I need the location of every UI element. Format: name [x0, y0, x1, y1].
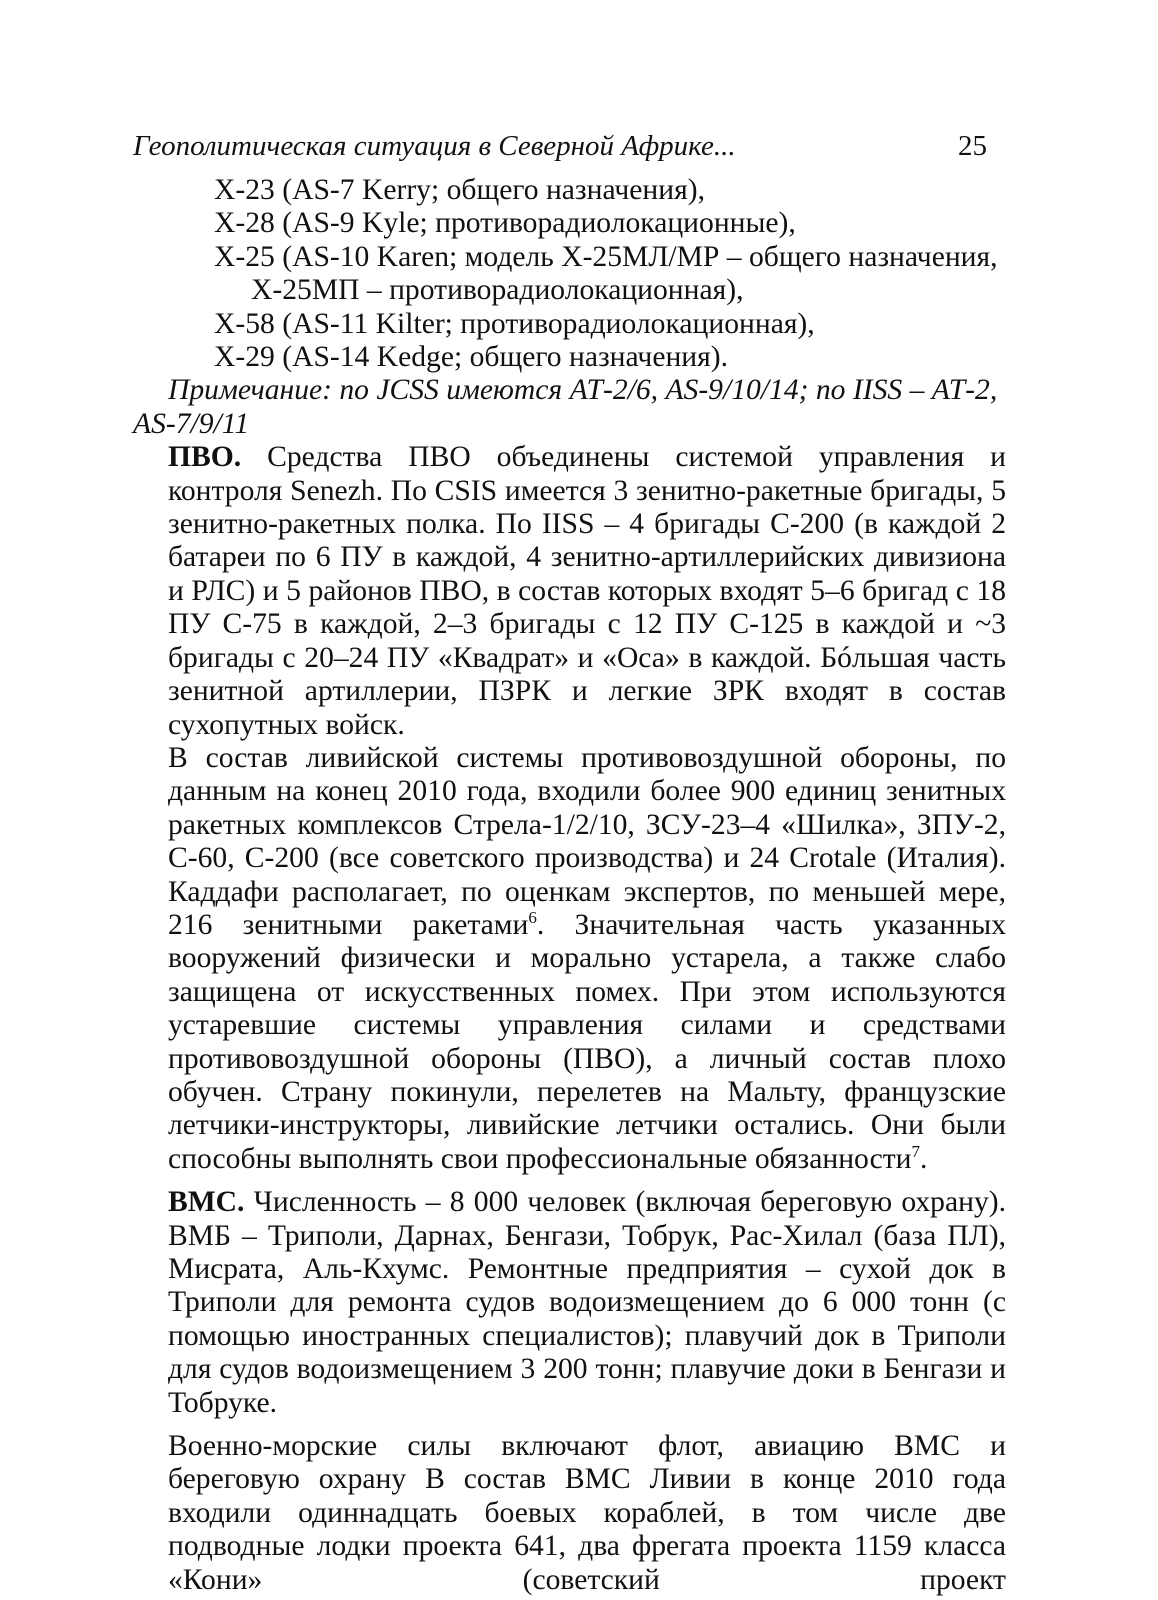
paragraph-vms	[168, 1186, 1006, 1420]
note-line: AS-7/9/11	[133, 407, 250, 440]
note	[133, 374, 1006, 441]
paragraph-pvo	[168, 441, 1006, 742]
running-title: Геополитическая ситуация в Северной Африке...	[133, 130, 736, 162]
footnote-marker: 6	[528, 908, 537, 928]
body-text	[133, 174, 1006, 1597]
note-line: Примечание: по JCSS имеются АТ-2/6, AS-9/10/14; по IISS – АТ-2,	[168, 374, 998, 407]
footnote-marker: 7	[911, 1141, 920, 1161]
paragraph-navy	[168, 1430, 1006, 1597]
paragraph-text: Численность – 8 000 человек (включая береговую охрану). ВМБ – Триполи, Дарнах, Бенгази, Тобрук, Рас-Хилал (база ПЛ), Мисрата, Аль-Кхумс. Ремонтные предприятия – сухой док в Триполи для ремонта судов водоизмещением до 6 000 тонн (с помощью иностранных специалистов); плавучий док в Триполи для судов водоизмещением 3 200 тонн; плавучие доки в Бенгази и Тобруке.	[168, 1186, 1006, 1419]
paragraph-text: В состав ливийской системы противовоздушной обороны, по данным на конец 2010 года, входили более 900 единиц зенитных ракетных комплексов Стрела-1/2/10, ЗСУ-23–4 «Шилка», ЗПУ-2, С-60, С-200 (все советского производства) и 24 Crotale (Италия). Каддафи располагает, по оценкам экспертов, по меньшей мере, 216 зенитными ракетами	[168, 741, 1006, 941]
list-item: Х-29 (AS-14 Kedge; общего назначения).	[214, 341, 728, 374]
paragraph-text: Военно-морские силы включают флот, авиацию ВМС и береговую охрану В состав ВМС Ливии в конце 2010 года входили одиннадцать боевых кораблей, в том числе две подводные лодки проекта 641, два фрегата проекта 1159 класса «Кони» (советский проект	[168, 1430, 1006, 1596]
section-lead-vms: ВМС.	[168, 1186, 245, 1219]
paragraph-text: . Значительная часть указанных вооружений физически и морально устарела, а также слабо защищена от искусственных помех. При этом используются устаревшие системы управления силами и средствами противовоздушной обороны (ПВО), а личный состав плохо обучен. Страну покинули, перелетев на Мальту, французские летчики-инструкторы, ливийские летчики остались. Они были способны выполнять свои профессиональные обязанности	[168, 908, 1006, 1175]
list-item: Х-25 (AS-10 Karen; модель Х-25МЛ/МР – общего назначения,	[214, 240, 998, 273]
paragraph-air-defense	[168, 742, 1006, 1176]
list-item: Х-23 (AS-7 Kerry; общего назначения),	[214, 174, 705, 206]
list-item: Х-58 (AS-11 Kilter; противорадиолокационная),	[214, 307, 815, 340]
list-item: Х-25МП – противорадиолокационная),	[251, 274, 744, 307]
missile-list	[214, 174, 1006, 374]
section-lead-pvo: ПВО.	[168, 441, 242, 474]
paragraph-text: .	[920, 1142, 928, 1175]
page-number: 25	[958, 130, 987, 162]
list-item: Х-28 (AS-9 Kyle; противорадиолокационные),	[214, 207, 796, 240]
paragraph-text: Средства ПВО объединены системой управления и контроля Senezh. По CSIS имеется 3 зенитно-ракетные бригады, 5 зенитно-ракетных полка. По IISS – 4 бригады С-200 (в каждой 2 батареи по 6 ПУ в каждой, 4 зенитно-артиллерийских дивизиона и РЛС) и 5 районов ПВО, в состав которых входят 5–6 бригад с 18 ПУ С-75 в каждой, 2–3 бригады с 12 ПУ С-125 в каждой и ~3 бригады с 20–24 ПУ «Квадрат» и «Оса» в каждой. Бóльшая часть зенитной артиллерии, ПЗРК и легкие ЗРК входят в состав сухопутных войск.	[168, 441, 1006, 741]
